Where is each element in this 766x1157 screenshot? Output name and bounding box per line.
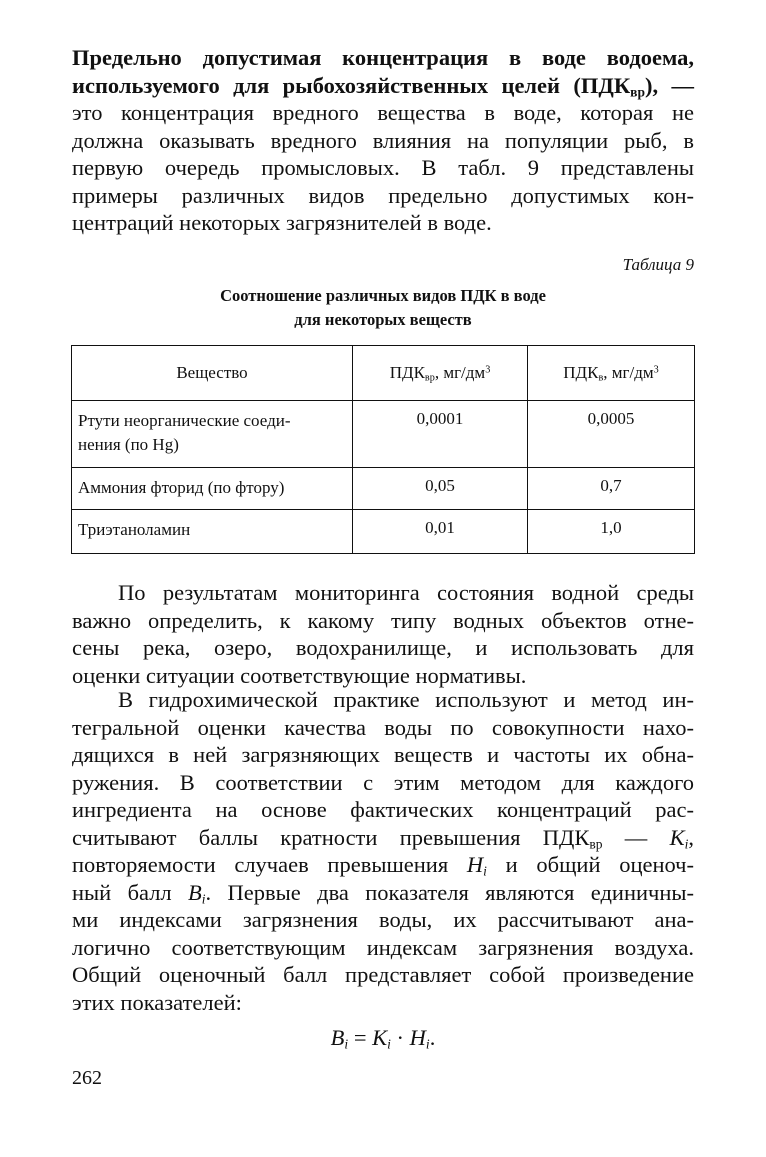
caption-line-2: для некоторых веществ — [294, 310, 472, 329]
caption-line-1: Соотношение различных видов ПДК в воде — [220, 286, 546, 305]
header-pdk-v: $ПДК_в$, $мг/дм^3$ — [528, 346, 695, 401]
pdk-v-cell: 0,0005 — [528, 401, 695, 468]
para3-line-k: считывают баллы кратности превышения $ПДК_{вр}$ — $K_i$, — [72, 824, 695, 851]
table-row — [72, 510, 695, 554]
para3-line: Общий оценочный балл представляет собой произведение — [72, 962, 694, 987]
para3-line: логично соответствующим индексам загрязнения воздуха. — [72, 934, 694, 960]
table-caption — [72, 284, 694, 332]
monitoring-paragraph — [72, 579, 694, 689]
para3-line: ингредиента на основе фактических концентраций рас- — [72, 797, 694, 822]
table-row — [72, 401, 695, 468]
pdk-v-cell: 0,7 — [528, 468, 695, 510]
method-paragraph — [72, 686, 694, 1016]
intro-line: центраций некоторых загрязнителей в воде. — [72, 210, 492, 235]
pdk-v-cell: 1,0 — [528, 510, 695, 554]
para3-line-b: ный балл $B_i$. Первые два показателя являются единичны- — [72, 879, 694, 906]
substance-cell: Ртути неорганические соеди- нения (по Hg) — [72, 401, 353, 468]
intro-line: это концентрация вредного вещества в воде, которая не — [72, 100, 694, 125]
para3-line-h: повторяемости случаев превышения $H_i$ и общий оценоч- — [72, 852, 694, 879]
table-header-row — [72, 346, 695, 401]
table-row — [72, 468, 695, 510]
pdk-vr-cell: 0,0001 — [353, 401, 528, 468]
substance-cell: Триэтаноламин — [72, 510, 353, 554]
para2-line: сены река, озеро, водохранилище, и использовать для — [72, 635, 694, 660]
pdk-vr-cell: 0,01 — [353, 510, 528, 554]
para3-line: В гидрохимической практике используют и метод ин- — [118, 687, 694, 712]
intro-paragraph — [72, 44, 694, 237]
header-substance: Вещество — [72, 346, 353, 401]
para2-line: оценки ситуации соответствующие нормативы. — [72, 662, 527, 688]
pdk-vr-cell: 0,05 — [353, 468, 528, 510]
formula: $B_i = K_i \cdot H_i$. — [330, 1025, 436, 1052]
para3-line: ружения. В соответствии с этим методом для каждого — [72, 769, 694, 795]
header-pdk-vr: $ПДК_{вр}$, $мг/дм^3$ — [353, 346, 528, 401]
intro-line: примеры различных видов предельно допустимых кон- — [72, 182, 694, 208]
para3-line: ми индексами загрязнения воды, их рассчитывают ана- — [72, 907, 694, 932]
intro-line: первую очередь промысловых. В табл. 9 представлены — [72, 155, 694, 180]
intro-bold-line-1: Предельно допустимая концентрация в воде водоема, — [72, 45, 694, 70]
substance-cell: Аммония фторид (по фтору) — [72, 468, 353, 510]
page-number: 262 — [72, 1067, 102, 1089]
intro-bold-line-2: используемого для рыбохозяйственных целей $(ПДК_{вр})$, — — [72, 72, 694, 99]
para2-line: важно определить, к какому типу водных объектов отне- — [72, 607, 694, 633]
para3-line: тегральной оценки качества воды по совокупности нахо- — [72, 714, 694, 740]
para3-line: дящихся в ней загрязняющих веществ и частоты их обна- — [72, 742, 694, 767]
pdk-table — [71, 345, 695, 554]
table-label: Таблица 9 — [622, 255, 694, 274]
intro-line: должна оказывать вредного влияния на популяции рыб, в — [72, 127, 694, 153]
para2-line: По результатам мониторинга состояния водной среды — [118, 580, 694, 605]
para3-line: этих показателей: — [72, 989, 242, 1015]
